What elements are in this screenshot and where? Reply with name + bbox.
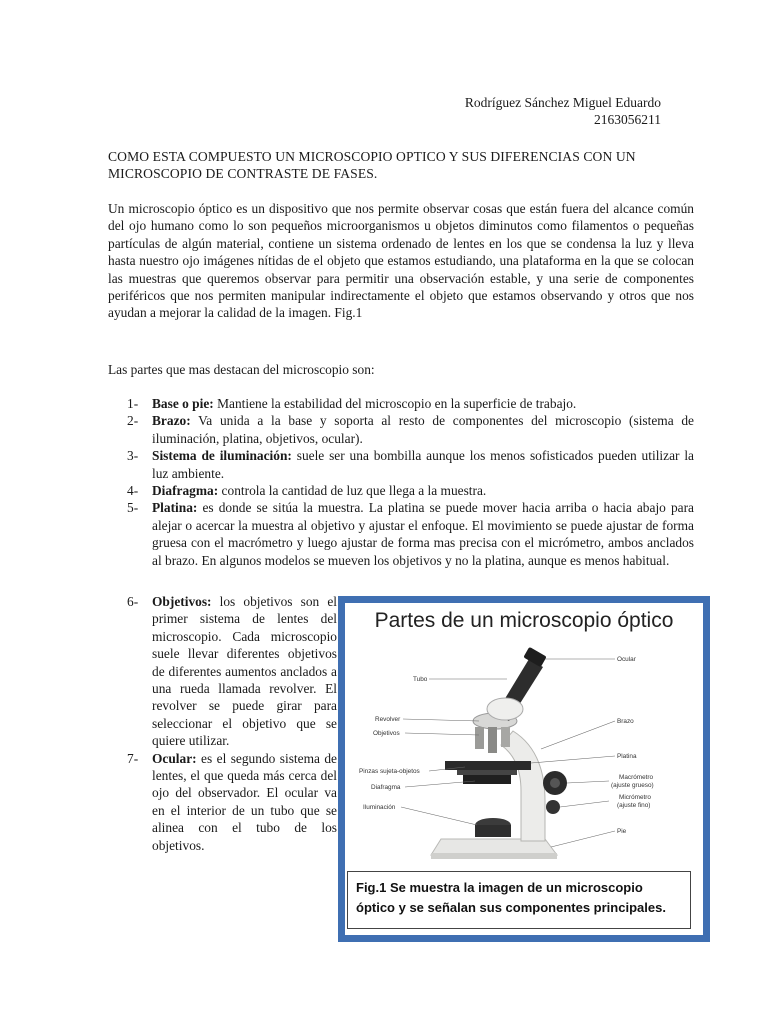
item-text: suele ser una bombilla aunque los menos sofisticados pueden utilizar la luz ambiente. — [152, 448, 694, 481]
figure-caption: Fig.1 Se muestra la imagen de un microscopio óptico y se señalan sus componentes principales. — [347, 871, 691, 929]
item-term: Platina: — [152, 500, 198, 516]
figure-title: Partes de un microscopio óptico — [374, 609, 674, 632]
list-item — [127, 447, 694, 482]
item-number: 4- — [127, 483, 139, 499]
item-term: Base o pie: — [152, 396, 214, 411]
item-number: 6- — [127, 594, 139, 609]
item-text: los objetivos son el primer sistema de lentes del microscopio. Cada microscopio suele llevar diferentes objetivos de diferentes aumentos anclados a una rueda llamada revolver. El revolver se puede girar para seleccionar el objetivo que se quiere utilizar. — [152, 594, 337, 749]
label-objetivos: Objetivos — [373, 730, 400, 737]
list-item — [127, 412, 694, 447]
label-ocular: Ocular — [617, 656, 636, 663]
list-item — [127, 499, 694, 569]
label-platina: Platina — [617, 753, 637, 760]
intro-paragraph: Un microscopio óptico es un dispositivo que nos permite observar cosas que están fuera del alcance común del ojo humano como lo son pequeños microorganismos u objetos diminutos como filamentos o pequeñas partículas de algún material, contiene un sistema ordenado de lentes en los que se condensa la luz y lleva hasta nuestro ojo imágenes nítidas de el objeto que estamos estudiando, una plataforma en la que se colocan las muestras que queremos observar para permitir una observación estable, y una serie de componentes periféricos que nos permiten manipular indirectamente el objeto que estamos observando y otros que nos ayudan a mejorar la calidad de la imagen. Fig.1 — [108, 201, 694, 321]
author-block — [465, 94, 661, 128]
item-text: es donde se sitúa la muestra. La platina se puede mover hacia arriba o hacia abajo para alejar o acercar la muestra al objetivo y ajustar el enfoque. El movimiento se puede ajustar de forma gruesa con el macrómetro y luego ajustar de forma mas precisa con el micrómetro, ambos anclados al brazo. En algunos modelos se mueven los objetivos y no la platina, aunque es menos habitual. — [152, 500, 694, 568]
label-pie: Pie — [617, 828, 627, 835]
parts-lead: Las partes que mas destacan del microscopio son: — [108, 362, 375, 377]
item-number: 5- — [127, 500, 139, 516]
item-text: es el segundo sistema de lentes, el que queda más cerca del ojo del observador. El ocular va en el interior de un tubo que se alinea con el tubo de los objetivos. — [152, 750, 337, 853]
figure-frame — [338, 596, 710, 942]
label-macrometro-note: (ajuste grueso) — [611, 782, 654, 789]
parts-list — [127, 395, 694, 569]
microscope-illustration — [345, 641, 703, 871]
item-number: 7- — [127, 750, 139, 766]
label-iluminacion: Iluminación — [363, 804, 396, 811]
label-micrometro: Micrómetro — [619, 794, 651, 801]
item-number: 3- — [127, 448, 139, 464]
item-text: Mantiene la estabilidad del microscopio en la superficie de trabajo. — [213, 396, 577, 411]
list-item — [127, 593, 337, 750]
label-macrometro: Macrómetro — [619, 774, 654, 781]
label-brazo: Brazo — [617, 718, 634, 725]
item-text: Va unida a la base y soporta al resto de componentes del microscopio (sistema de iluminación, platina, objetivos, ocular). — [152, 413, 694, 446]
item-text: controla la cantidad de luz que llega a la muestra. — [218, 483, 487, 499]
label-revolver: Revolver — [375, 716, 401, 723]
item-number: 2- — [127, 413, 139, 429]
item-term: Brazo: — [152, 413, 191, 429]
author-name: Rodríguez Sánchez Miguel Eduardo — [464, 95, 661, 110]
figure-panel — [345, 603, 703, 935]
label-pinzas: Pinzas sujeta-objetos — [359, 768, 420, 775]
item-term: Ocular: — [152, 750, 197, 766]
item-term: Objetivos: — [152, 594, 212, 609]
list-item — [127, 395, 694, 412]
label-diafragma: Diafragma — [371, 784, 401, 791]
label-tubo: Tubo — [413, 676, 428, 683]
item-term: Sistema de iluminación: — [152, 448, 292, 464]
label-micrometro-note: (ajuste fino) — [617, 802, 651, 809]
student-id: 2163056211 — [594, 112, 661, 127]
item-number: 1- — [127, 396, 139, 411]
item-term: Diafragma: — [152, 483, 219, 499]
document-title: COMO ESTA COMPUESTO UN MICROSCOPIO OPTICO Y SUS DIFERENCIAS CON UN MICROSCOPIO DE CONTRASTE DE FASES. — [108, 149, 636, 181]
parts-list-narrow — [127, 593, 337, 854]
list-item — [127, 482, 694, 499]
list-item — [127, 750, 337, 854]
